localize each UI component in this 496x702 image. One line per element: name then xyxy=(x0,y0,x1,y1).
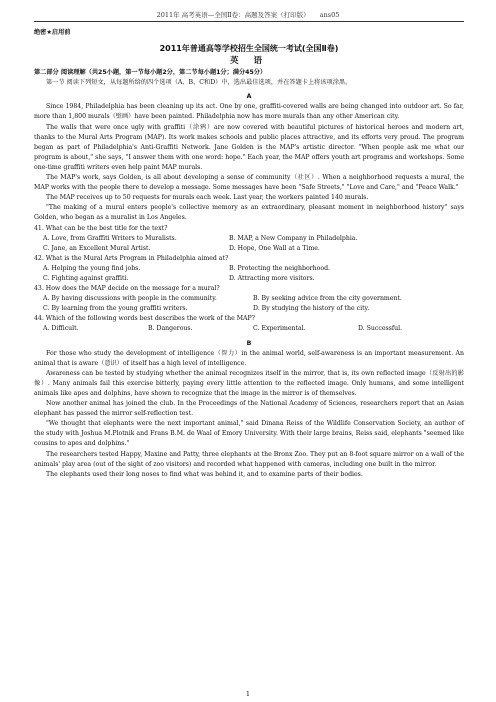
question-41 xyxy=(34,224,464,254)
passage-a-paragraph: The walls that were once ugly with graffiti（涂鸦）are now covered with beautiful pictures of historical heroes and modern art, thanks to the Mural Arts Program (MAP). Its work makes schools and public places attractive, and its efforts very proud. The program began as part of Philadelphia's Anti-Graffiti Network. Jane Golden is the MAP's artistic director. "When people ask me what our program is about," she says, "I answer them with one word: hope." Each year, the MAP offers youth art programs and workshops. Some one-time graffiti writers even help paint MAP murals. xyxy=(34,123,464,171)
option-b: B. Protecting the neighborhood. xyxy=(229,264,330,272)
header-divider xyxy=(34,21,464,22)
option-d: D. Hope, One Wall at a Time. xyxy=(229,244,320,252)
header-code: ans05 xyxy=(319,11,340,19)
options-row xyxy=(34,304,464,314)
option-b: B. Dangerous. xyxy=(148,325,193,333)
option-b: B. MAP, a New Company in Philadelphia. xyxy=(229,234,358,242)
passage-b-paragraph: The researchers tested Happy, Maxine and Patty, three elephants at the Bronx Zoo. They put an 8-foot square mirror on a wall of the animals' play area (out of the sight of zoo visitors) and recorded what happened with cameras, including one built in the mirror. xyxy=(34,450,464,468)
question-stem: 42. What is the Mural Arts Program in Philadelphia aimed at? xyxy=(34,254,229,262)
question-stem: 44. Which of the following words best describes the work of the MAP? xyxy=(34,315,255,323)
option-d: D. Successful. xyxy=(358,325,403,333)
option-c: C. Fighting against graffiti. xyxy=(43,274,129,282)
question-stem: 43. How does the MAP decide on the message for a mural? xyxy=(34,285,220,293)
question-stem: 41. What can be the best title for the text? xyxy=(34,224,168,232)
header-title: 2011年 高考英语—全国Ⅱ卷：高题及答案（打印版） xyxy=(156,11,310,19)
option-c: C. By learning from the young graffiti writers. xyxy=(43,305,188,313)
section-instruction: 第一节 阅读下列短文，从每题所给的四个选项（A、B、C和D）中，选出最佳选项，并在答题卡上将该项涂黑。 xyxy=(46,79,352,87)
passage-b-label: B xyxy=(246,339,252,347)
passage-b-paragraph: The elephants used their long noses to find what was behind it, and to examine parts of their bodies. xyxy=(46,470,363,478)
passage-b-paragraph: Now another animal has joined the club. In the Proceedings of the National Academy of Sciences, researchers report that an Asian elephant has passed the mirror self-reflection test. xyxy=(34,400,464,418)
options-row xyxy=(34,324,464,334)
option-d: D. By studying the history of the city. xyxy=(253,305,370,313)
passage-b-paragraph: Awareness can be tested by studying whether the animal recognizes itself in the mirror, that is, its own reflected image（反射出的影像）. Many animals fail this exercise bitterly, paying every little attention to the reflected image. Only humans, and some intelligent animals like apes and dolphins, have shown to recognize that the image in the mirror is of themselves. xyxy=(34,369,464,397)
options-row xyxy=(34,264,464,274)
question-44 xyxy=(34,314,464,334)
passage-a-paragraph: "The making of a mural enters people's collective memory as an extraordinary, pleasant moment in neighborhood history" says Golden, who began as a muralist in Los Angeles. xyxy=(34,204,464,222)
passage-a-paragraph: Since 1984, Philadelphia has been cleaning up its act. One by one, graffiti-covered walls are being changed into outdoor art. So far, more than 1,800 murals（壁画）have been painted. Philadelphia now has more murals than any other American city. xyxy=(34,103,464,121)
option-a: A. Difficult. xyxy=(43,325,79,333)
passage-a-paragraph: The MAP receives up to 50 requests for murals each week. Last year, the workers painted 140 murals. xyxy=(46,194,369,202)
option-a: A. By having discussions with people in the community. xyxy=(43,295,217,303)
passage-b-paragraph: For those who study the development of intelligence（智力）in the animal world, self-awareness is an important measurement. An animal that is aware（意识）of itself has a high level of intelligence. xyxy=(34,349,464,367)
option-c: C. Jane, an Excellent Mural Artist. xyxy=(43,244,151,252)
options-row xyxy=(34,294,464,304)
document-body xyxy=(34,27,464,480)
option-c: C. Experimental. xyxy=(253,325,306,333)
passage-a-label: A xyxy=(246,93,252,101)
passage-b-paragraph: "We thought that elephants were the next important animal," said Dinana Reiss of the Wildlife Conservation Society, an author of the study with Joshua M.Plotnik and Frans B.M. de Waal of Emory University. With their large brains, Reiss said, elephants "seemed like cousins to apes and dolphins." xyxy=(34,420,464,448)
exam-title: 2011年普通高等学校招生全国统一考试(全国Ⅱ卷) xyxy=(159,44,339,54)
question-42 xyxy=(34,254,464,284)
options-row xyxy=(34,244,464,254)
page-header xyxy=(0,10,496,19)
option-b: B. By seeking advice from the city government. xyxy=(253,295,402,303)
options-row xyxy=(34,274,464,284)
option-d: D. Attracting more visitors. xyxy=(229,274,315,282)
options-row xyxy=(34,234,464,244)
question-43 xyxy=(34,284,464,314)
subject-title: 英 语 xyxy=(230,56,268,67)
passage-a-paragraph: The MAP's work, says Golden, is all about developing a sense of community（社区）. When a neighborhood requests a mural, the MAP works with the people there to develop a message. Some messages have been "Safe Streets," "Love and Care," and "Peace Walk." xyxy=(34,174,464,192)
page-number: 1 xyxy=(245,690,251,698)
secret-label: 绝密★启用前 xyxy=(34,29,71,36)
option-a: A. Helping the young find jobs. xyxy=(43,264,141,272)
part-heading: 第二部分 阅读理解（共25小题，第一节每小题2分，第二节每小题1分；满分45分） xyxy=(34,69,267,77)
option-a: A. Love, from Graffiti Writers to Muralists. xyxy=(43,234,177,242)
